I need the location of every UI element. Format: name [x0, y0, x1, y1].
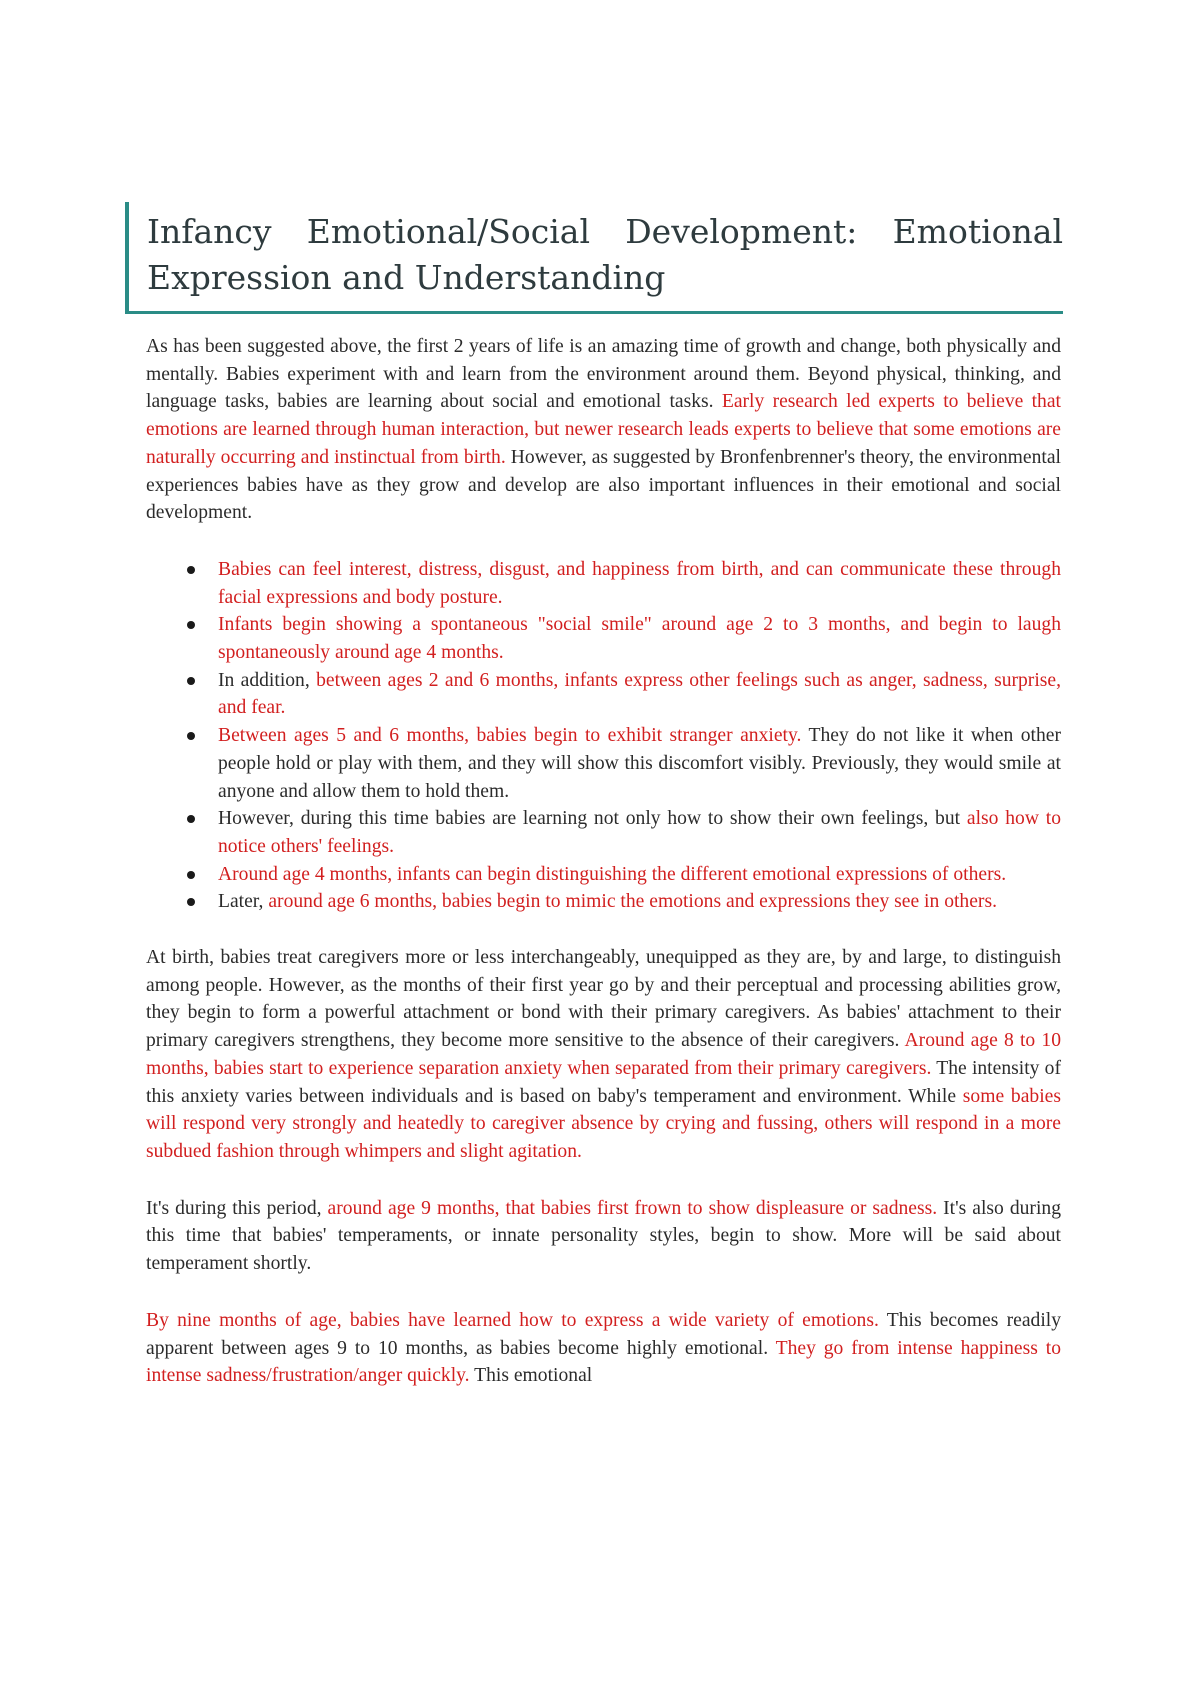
list-item [218, 805, 1061, 860]
body-text: As has been suggested above, the first 2 years of life is an amazing time of growth and change, both physically and mentally. Babies experiment with and learn from the environment around them. Beyond physical, thinking, and language tasks, babies are learning about social and emotional tasks. [146, 336, 1061, 413]
bullet-icon [187, 871, 195, 879]
list-item [218, 861, 1061, 889]
list-item [218, 667, 1061, 722]
body-text: Later, [218, 891, 269, 913]
document-body [146, 333, 1061, 1419]
bullet-icon [187, 566, 195, 574]
body-text: It's also during this time that babies' temperaments, or innate personality styles, begin to show. More will be said about temperament shortly. [146, 1197, 1061, 1275]
highlighted-text: Between ages 5 and 6 months, babies begin to exhibit stranger anxiety. [218, 725, 802, 747]
highlighted-text: between ages 2 and 6 months, infants express other feelings such as anger, sadness, surprise, and fear. [218, 669, 1061, 719]
highlighted-text: They go from intense happiness to intense sadness/frustration/anger quickly. [146, 1337, 1061, 1387]
highlighted-text: Early research led experts to believe that emotions are learned through human interaction, but newer research leads experts to believe that some emotions are naturally occurring and instinctual from birth. [146, 391, 1061, 468]
body-text: In addition, [218, 669, 317, 691]
bullet-icon [187, 732, 195, 740]
bullet-icon [187, 621, 195, 629]
bullet-icon [187, 677, 195, 685]
highlighted-text: around age 9 months, that babies first frown to show displeasure or sadness. [327, 1197, 938, 1219]
paragraph-frown [146, 1195, 1061, 1278]
highlighted-text: By nine months of age, babies have learned how to express a wide variety of emotions. [146, 1309, 879, 1331]
list-item [218, 611, 1061, 666]
bullet-icon [187, 898, 195, 906]
milestone-list [146, 556, 1061, 916]
body-text: The intensity of this anxiety varies between individuals and is based on baby's temperament and environment. While [146, 1057, 1061, 1107]
highlighted-text: some babies will respond very strongly and heatedly to caregiver absence by crying and fussing, others will respond in a more subdued fashion through whimpers and slight agitation. [146, 1085, 1061, 1162]
body-text: At birth, babies treat caregivers more or less interchangeably, unequipped as they are, by and large, to distinguish among people. However, as the months of their first year go by and their perceptual and processing abilities grow, they begin to form a powerful attachment or bond with their primary caregivers. As babies' attachment to their primary caregivers strengthens, they become more sensitive to the absence of their caregivers. [146, 947, 1061, 1052]
highlighted-text: also how to notice others' feelings. [218, 808, 1062, 857]
paragraph-separation-anxiety [146, 944, 1061, 1166]
highlighted-text: Infants begin showing a spontaneous "social smile" around age 2 to 3 months, and begin to laugh spontaneously around age 4 months. [218, 614, 1061, 664]
page-title: Infancy Emotional/Social Development: Emotional Expression and Understanding [147, 212, 1063, 297]
body-text: This emotional [469, 1365, 593, 1387]
heading-block [125, 202, 1063, 314]
list-item [218, 888, 1061, 916]
highlighted-text: Around age 8 to 10 months, babies start to experience separation anxiety when separated from their primary caregivers. [146, 1030, 1062, 1079]
highlighted-text: Around age 4 months, infants can begin distinguishing the different emotional expressions of others. [218, 863, 1007, 885]
body-text: It's during this period, [146, 1197, 328, 1219]
bullet-icon [187, 815, 195, 823]
highlighted-text: around age 6 months, babies begin to mimic the emotions and expressions they see in others. [268, 891, 997, 913]
paragraph-intro [146, 333, 1061, 527]
body-text: However, as suggested by Bronfenbrenner's theory, the environmental experiences babies have as they grow and develop are also important influences in their emotional and social development. [146, 446, 1061, 524]
list-item [218, 722, 1061, 805]
paragraph-emotional-variety [146, 1307, 1061, 1390]
body-text: However, during this time babies are learning not only how to show their own feelings, but [218, 808, 967, 830]
list-item [218, 556, 1061, 611]
body-text: They do not like it when other people hold or play with them, and they will show this discomfort visibly. Previously, they would smile at anyone and allow them to hold them. [218, 725, 1061, 802]
body-text: This becomes readily apparent between ages 9 to 10 months, as babies become highly emotional. [146, 1309, 1061, 1359]
highlighted-text: Babies can feel interest, distress, disgust, and happiness from birth, and can communicate these through facial expressions and body posture. [218, 558, 1061, 608]
